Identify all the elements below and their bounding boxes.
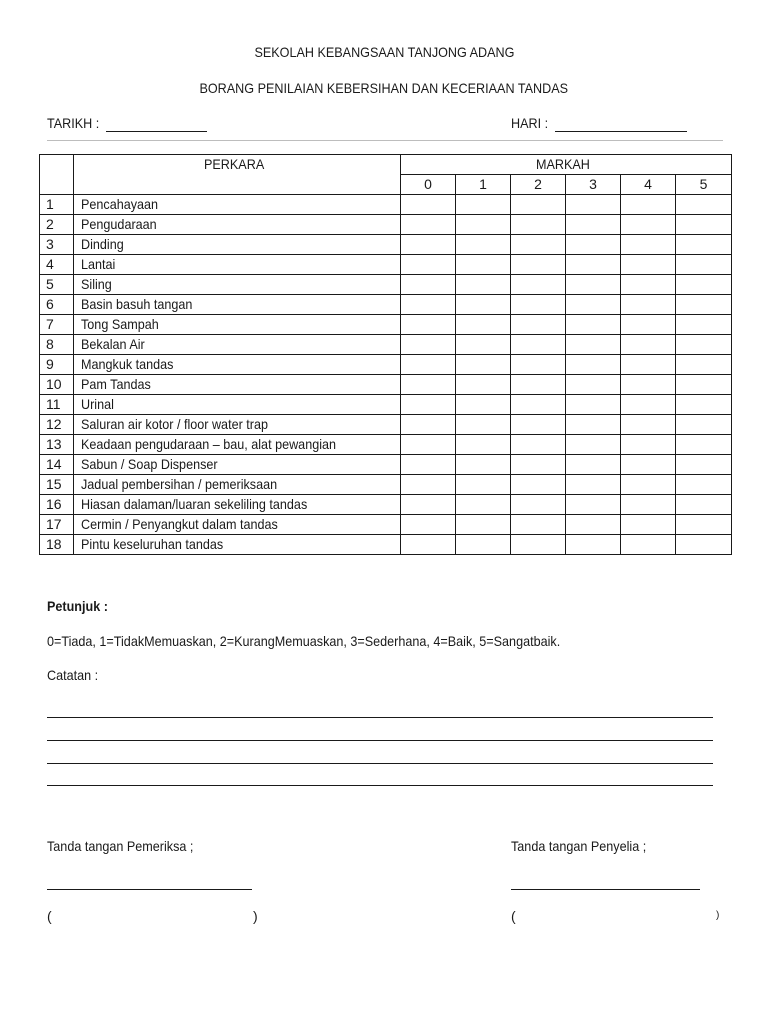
score-cell-3[interactable] xyxy=(566,355,621,375)
score-cell-5[interactable] xyxy=(676,475,732,495)
score-cell-4[interactable] xyxy=(621,515,676,535)
assessment-table xyxy=(39,154,732,555)
inspector-signature-line[interactable] xyxy=(47,889,252,890)
score-cell-5[interactable] xyxy=(676,275,732,295)
table-row xyxy=(40,355,732,375)
row-number: 17 xyxy=(40,515,74,535)
score-cell-4[interactable] xyxy=(621,475,676,495)
row-item: Pam Tandas xyxy=(74,375,401,395)
table-row xyxy=(40,375,732,395)
row-item: Bekalan Air xyxy=(74,335,401,355)
instructions-label: Petunjuk : xyxy=(47,598,108,614)
row-item: Sabun / Soap Dispenser xyxy=(74,455,401,475)
row-item: Pencahayaan xyxy=(74,195,401,215)
score-cell-1[interactable] xyxy=(456,495,511,515)
supervisor-name-open-paren: ( xyxy=(511,908,516,924)
score-header-0: 0 xyxy=(401,175,456,195)
table-row xyxy=(40,515,732,535)
score-header-4: 4 xyxy=(621,175,676,195)
score-cell-4[interactable] xyxy=(621,295,676,315)
scale-legend: 0=Tiada, 1=TidakMemuaskan, 2=KurangMemuaskan, 3=Sederhana, 4=Baik, 5=Sangatbaik. xyxy=(47,633,561,649)
row-item: Siling xyxy=(74,275,401,295)
score-cell-2[interactable] xyxy=(511,355,566,375)
score-cell-4[interactable] xyxy=(621,315,676,335)
score-cell-4[interactable] xyxy=(621,395,676,415)
table-row xyxy=(40,435,732,455)
table-row xyxy=(40,495,732,515)
score-header-2: 2 xyxy=(511,175,566,195)
score-cell-1[interactable] xyxy=(456,315,511,335)
row-item: Tong Sampah xyxy=(74,315,401,335)
score-cell-1[interactable] xyxy=(456,335,511,355)
score-cell-5[interactable] xyxy=(676,415,732,435)
score-cell-3[interactable] xyxy=(566,195,621,215)
score-cell-0[interactable] xyxy=(401,475,456,495)
score-cell-1[interactable] xyxy=(456,395,511,415)
score-cell-3[interactable] xyxy=(566,255,621,275)
table-row xyxy=(40,455,732,475)
notes-label: Catatan : xyxy=(47,667,99,683)
table-row xyxy=(40,215,732,235)
score-cell-0[interactable] xyxy=(401,295,456,315)
score-cell-4[interactable] xyxy=(621,255,676,275)
score-cell-3[interactable] xyxy=(566,395,621,415)
score-cell-1[interactable] xyxy=(456,515,511,535)
score-cell-5[interactable] xyxy=(676,215,732,235)
score-cell-0[interactable] xyxy=(401,275,456,295)
score-cell-2[interactable] xyxy=(511,435,566,455)
score-header-5: 5 xyxy=(676,175,732,195)
score-cell-0[interactable] xyxy=(401,375,456,395)
table-row xyxy=(40,395,732,415)
marks-header: MARKAH xyxy=(401,155,732,175)
score-cell-2[interactable] xyxy=(511,295,566,315)
day-label: HARI : xyxy=(511,115,549,131)
score-cell-5[interactable] xyxy=(676,375,732,395)
row-item: Lantai xyxy=(74,255,401,275)
score-cell-2[interactable] xyxy=(511,275,566,295)
score-cell-1[interactable] xyxy=(456,535,511,555)
row-number: 16 xyxy=(40,495,74,515)
row-item: Mangkuk tandas xyxy=(74,355,401,375)
score-cell-1[interactable] xyxy=(456,215,511,235)
row-item: Cermin / Penyangkut dalam tandas xyxy=(74,515,401,535)
score-cell-3[interactable] xyxy=(566,435,621,455)
score-cell-1[interactable] xyxy=(456,455,511,475)
table-row xyxy=(40,315,732,335)
row-item: Saluran air kotor / floor water trap xyxy=(74,415,401,435)
score-cell-3[interactable] xyxy=(566,495,621,515)
score-cell-2[interactable] xyxy=(511,455,566,475)
table-row xyxy=(40,415,732,435)
row-number: 7 xyxy=(40,315,74,335)
score-cell-3[interactable] xyxy=(566,475,621,495)
score-cell-3[interactable] xyxy=(566,235,621,255)
score-cell-0[interactable] xyxy=(401,235,456,255)
row-number: 3 xyxy=(40,235,74,255)
score-cell-5[interactable] xyxy=(676,495,732,515)
table-row xyxy=(40,195,732,215)
table-row xyxy=(40,255,732,275)
score-cell-4[interactable] xyxy=(621,455,676,475)
score-cell-5[interactable] xyxy=(676,515,732,535)
table-row xyxy=(40,295,732,315)
score-cell-0[interactable] xyxy=(401,495,456,515)
score-cell-3[interactable] xyxy=(566,295,621,315)
score-cell-4[interactable] xyxy=(621,335,676,355)
table-row xyxy=(40,535,732,555)
score-cell-4[interactable] xyxy=(621,355,676,375)
row-item: Pintu keseluruhan tandas xyxy=(74,535,401,555)
score-cell-5[interactable] xyxy=(676,235,732,255)
table-row xyxy=(40,275,732,295)
score-cell-5[interactable] xyxy=(676,335,732,355)
score-cell-2[interactable] xyxy=(511,235,566,255)
row-number: 6 xyxy=(40,295,74,315)
score-cell-2[interactable] xyxy=(511,215,566,235)
row-item: Hiasan dalaman/luaran sekeliling tandas xyxy=(74,495,401,515)
day-blank-line xyxy=(555,131,687,132)
score-cell-2[interactable] xyxy=(511,475,566,495)
score-cell-1[interactable] xyxy=(456,195,511,215)
notes-line[interactable] xyxy=(47,717,713,718)
score-cell-2[interactable] xyxy=(511,395,566,415)
score-cell-5[interactable] xyxy=(676,535,732,555)
row-item: Jadual pembersihan / pemeriksaan xyxy=(74,475,401,495)
score-cell-0[interactable] xyxy=(401,355,456,375)
score-cell-2[interactable] xyxy=(511,255,566,275)
score-cell-4[interactable] xyxy=(621,535,676,555)
number-header-cell xyxy=(40,155,74,195)
row-number: 15 xyxy=(40,475,74,495)
row-number: 11 xyxy=(40,395,74,415)
score-cell-0[interactable] xyxy=(401,515,456,535)
score-cell-2[interactable] xyxy=(511,375,566,395)
score-cell-1[interactable] xyxy=(456,375,511,395)
supervisor-signature-line[interactable] xyxy=(511,889,700,890)
score-cell-5[interactable] xyxy=(676,355,732,375)
row-number: 2 xyxy=(40,215,74,235)
table-row xyxy=(40,235,732,255)
score-cell-0[interactable] xyxy=(401,415,456,435)
row-item: Basin basuh tangan xyxy=(74,295,401,315)
score-cell-2[interactable] xyxy=(511,315,566,335)
header-divider xyxy=(47,140,723,141)
score-cell-5[interactable] xyxy=(676,315,732,335)
score-cell-1[interactable] xyxy=(456,435,511,455)
form-title: BORANG PENILAIAN KEBERSIHAN DAN KECERIAAN TANDAS xyxy=(199,80,569,96)
score-cell-4[interactable] xyxy=(621,375,676,395)
score-cell-4[interactable] xyxy=(621,415,676,435)
score-cell-0[interactable] xyxy=(401,435,456,455)
score-cell-3[interactable] xyxy=(566,375,621,395)
score-cell-2[interactable] xyxy=(511,495,566,515)
score-cell-0[interactable] xyxy=(401,395,456,415)
notes-line[interactable] xyxy=(47,763,713,764)
row-number: 13 xyxy=(40,435,74,455)
date-label: TARIKH : xyxy=(47,115,100,131)
score-cell-5[interactable] xyxy=(676,295,732,315)
score-cell-3[interactable] xyxy=(566,275,621,295)
school-name: SEKOLAH KEBANGSAAN TANJONG ADANG xyxy=(253,44,515,60)
supervisor-signature-label: Tanda tangan Penyelia ; xyxy=(511,838,647,854)
notes-line[interactable] xyxy=(47,785,713,786)
row-number: 1 xyxy=(40,195,74,215)
row-item: Urinal xyxy=(74,395,401,415)
score-header-3: 3 xyxy=(566,175,621,195)
score-cell-5[interactable] xyxy=(676,435,732,455)
score-cell-3[interactable] xyxy=(566,515,621,535)
score-cell-2[interactable] xyxy=(511,195,566,215)
score-cell-3[interactable] xyxy=(566,215,621,235)
row-number: 8 xyxy=(40,335,74,355)
date-blank-line xyxy=(106,131,207,132)
score-cell-2[interactable] xyxy=(511,535,566,555)
score-cell-1[interactable] xyxy=(456,235,511,255)
score-cell-1[interactable] xyxy=(456,475,511,495)
score-cell-1[interactable] xyxy=(456,275,511,295)
score-cell-4[interactable] xyxy=(621,215,676,235)
score-cell-4[interactable] xyxy=(621,275,676,295)
score-cell-3[interactable] xyxy=(566,315,621,335)
score-cell-3[interactable] xyxy=(566,455,621,475)
score-cell-2[interactable] xyxy=(511,415,566,435)
table-row xyxy=(40,475,732,495)
score-cell-2[interactable] xyxy=(511,515,566,535)
row-number: 5 xyxy=(40,275,74,295)
score-cell-4[interactable] xyxy=(621,495,676,515)
row-number: 14 xyxy=(40,455,74,475)
score-cell-1[interactable] xyxy=(456,255,511,275)
score-cell-5[interactable] xyxy=(676,255,732,275)
inspector-name-open-paren: ( xyxy=(47,908,52,924)
row-number: 4 xyxy=(40,255,74,275)
score-cell-4[interactable] xyxy=(621,435,676,455)
score-cell-5[interactable] xyxy=(676,395,732,415)
score-cell-0[interactable] xyxy=(401,315,456,335)
score-header-1: 1 xyxy=(456,175,511,195)
score-cell-5[interactable] xyxy=(676,455,732,475)
score-cell-3[interactable] xyxy=(566,335,621,355)
score-cell-0[interactable] xyxy=(401,255,456,275)
score-cell-5[interactable] xyxy=(676,195,732,215)
score-cell-1[interactable] xyxy=(456,355,511,375)
score-cell-1[interactable] xyxy=(456,415,511,435)
row-number: 10 xyxy=(40,375,74,395)
score-cell-3[interactable] xyxy=(566,535,621,555)
score-cell-2[interactable] xyxy=(511,335,566,355)
inspector-signature-label: Tanda tangan Pemeriksa ; xyxy=(47,838,194,854)
supervisor-name-close-paren: ) xyxy=(716,910,720,921)
table-row xyxy=(40,335,732,355)
row-item: Pengudaraan xyxy=(74,215,401,235)
score-cell-4[interactable] xyxy=(621,235,676,255)
row-number: 9 xyxy=(40,355,74,375)
inspector-name-close-paren: ) xyxy=(253,908,258,924)
score-cell-0[interactable] xyxy=(401,335,456,355)
score-cell-4[interactable] xyxy=(621,195,676,215)
score-cell-0[interactable] xyxy=(401,215,456,235)
score-cell-1[interactable] xyxy=(456,295,511,315)
row-item: Keadaan pengudaraan – bau, alat pewangian xyxy=(74,435,401,455)
item-header: PERKARA xyxy=(74,155,401,195)
score-cell-3[interactable] xyxy=(566,415,621,435)
row-number: 18 xyxy=(40,535,74,555)
row-number: 12 xyxy=(40,415,74,435)
row-item: Dinding xyxy=(74,235,401,255)
score-cell-0[interactable] xyxy=(401,535,456,555)
notes-line[interactable] xyxy=(47,740,713,741)
score-cell-0[interactable] xyxy=(401,455,456,475)
score-cell-0[interactable] xyxy=(401,195,456,215)
